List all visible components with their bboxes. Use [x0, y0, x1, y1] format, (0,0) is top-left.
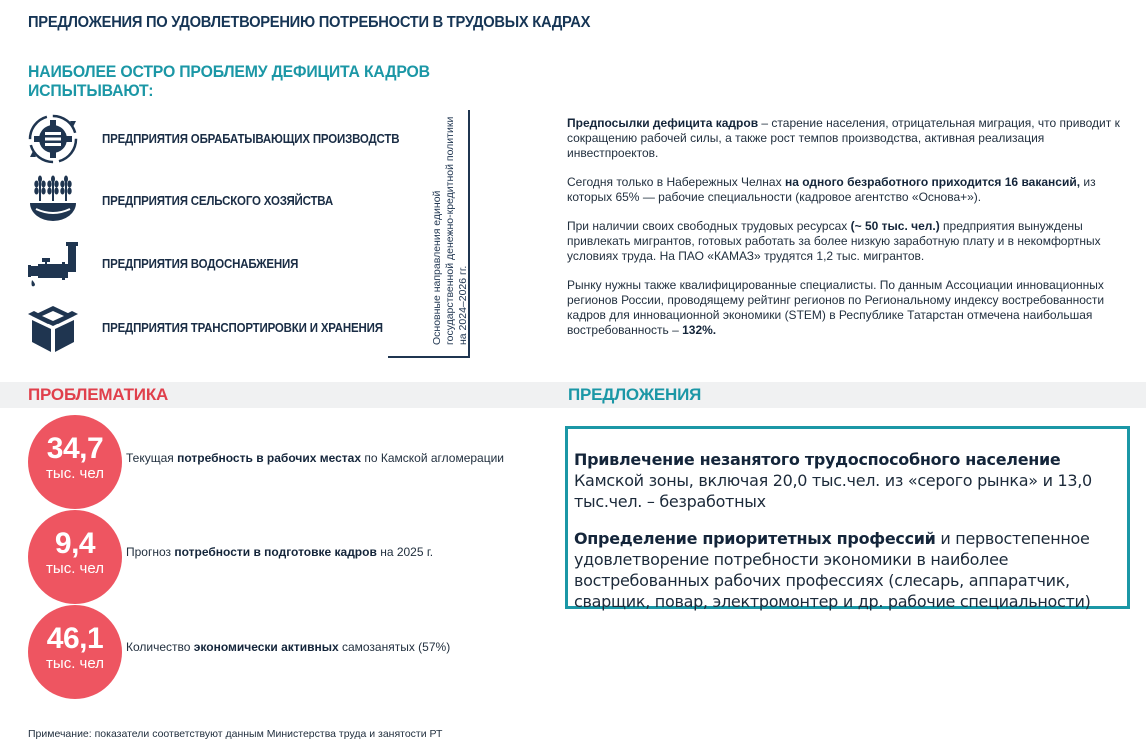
box-icon — [26, 302, 80, 354]
stat-circle — [28, 605, 122, 699]
context-text — [567, 116, 1137, 352]
water-pipe-icon — [26, 238, 80, 290]
stat-description: Количество экономически активных самозанятых (57%) — [126, 640, 451, 654]
stat-unit: тыс. чел — [46, 560, 104, 577]
sector-water-supply — [26, 238, 386, 290]
proposal-item: Определение приоритетных профессий и первостепенное удовлетворение потребности экономики в наиболее востребованных рабочих профессиях (слесарь, аппаратчик, сварщик, повар, электромонтер и др. рабочие специальности) — [574, 529, 1091, 611]
sector-label: ПРЕДПРИЯТИЯ ТРАНСПОРТИРОВКИ И ХРАНЕНИЯ — [102, 321, 383, 335]
stat-description: Текущая потребность в рабочих местах по Камской агломерации — [126, 451, 504, 465]
stat-description: Прогноз потребности в подготовке кадров на 2025 г. — [126, 545, 434, 559]
stat-value: 46,1 — [46, 622, 104, 655]
sector-label: ПРЕДПРИЯТИЯ СЕЛЬСКОГО ХОЗЯЙСТВА — [102, 194, 333, 208]
policy-vertical-note: Основные направления единой государственной денежно-кредитной политики на 2024–2026 гг. — [431, 116, 469, 345]
stat-circle — [28, 510, 122, 604]
stat-value: 9,4 — [54, 527, 96, 560]
context-paragraph: Сегодня только в Набережных Челнах на одного безработного приходится 16 вакансий, из которых 65% — рабочие специальности (кадровое агентство «Основа+»). — [567, 175, 1096, 204]
context-paragraph: Предпосылки дефицита кадров – старение населения, отрицательная миграция, что приводит к сокращению рабочей силы, а также рост темпов производства, активная реализация инвестпроектов. — [567, 116, 1120, 160]
sectors-subtitle: НАИБОЛЕЕ ОСТРО ПРОБЛЕМУ ДЕФИЦИТА КАДРОВ ИСПЫТЫВАЮТ: — [28, 62, 430, 100]
sector-transport-storage — [26, 302, 386, 354]
context-paragraph: Рынку нужны также квалифицированные специалисты. По данным Ассоциации инновационных регионов России, проводящему рейтинг регионов по Региональному индексу востребованности кадров для инновационной экономики (STEM) в Республике Татарстан отмечена наибольшая востребованность – 132%. — [567, 278, 1105, 337]
footnote: Примечание: показатели соответствуют данным Министерства труда и занятости РТ — [28, 728, 443, 740]
wheat-icon — [26, 175, 80, 227]
page-title: ПРЕДЛОЖЕНИЯ ПО УДОВЛЕТВОРЕНИЮ ПОТРЕБНОСТИ В ТРУДОВЫХ КАДРАХ — [28, 14, 591, 31]
proposal-item: Привлечение незанятого трудоспособного население Камской зоны, включая 20,0 тыс.чел. из «серого рынка» и 13,0 тыс.чел. – безработных — [574, 450, 1092, 511]
stat-circle — [28, 415, 122, 509]
stat-value: 34,7 — [46, 432, 104, 465]
stat-unit: тыс. чел — [46, 465, 104, 482]
sector-label: ПРЕДПРИЯТИЯ ВОДОСНАБЖЕНИЯ — [102, 257, 299, 271]
proposals-box — [565, 426, 1130, 609]
sector-agriculture — [26, 175, 386, 227]
stat-unit: тыс. чел — [46, 655, 104, 672]
context-paragraph: При наличии своих свободных трудовых ресурсах (~ 50 тыс. чел.) предприятия вынуждены привлекать мигрантов, готовых работать за более низкую заработную плату и в некомфортных условиях труда. На ПАО «КАМАЗ» трудятся 1,2 тыс. мигрантов. — [567, 219, 1101, 263]
factory-gear-icon — [26, 113, 80, 165]
sector-manufacturing — [26, 113, 400, 165]
proposals-heading: ПРЕДЛОЖЕНИЯ — [540, 382, 1146, 408]
problems-heading: ПРОБЛЕМАТИКА — [0, 382, 548, 408]
sector-label: ПРЕДПРИЯТИЯ ОБРАБАТЫВАЮЩИХ ПРОИЗВОДСТВ — [102, 132, 400, 146]
